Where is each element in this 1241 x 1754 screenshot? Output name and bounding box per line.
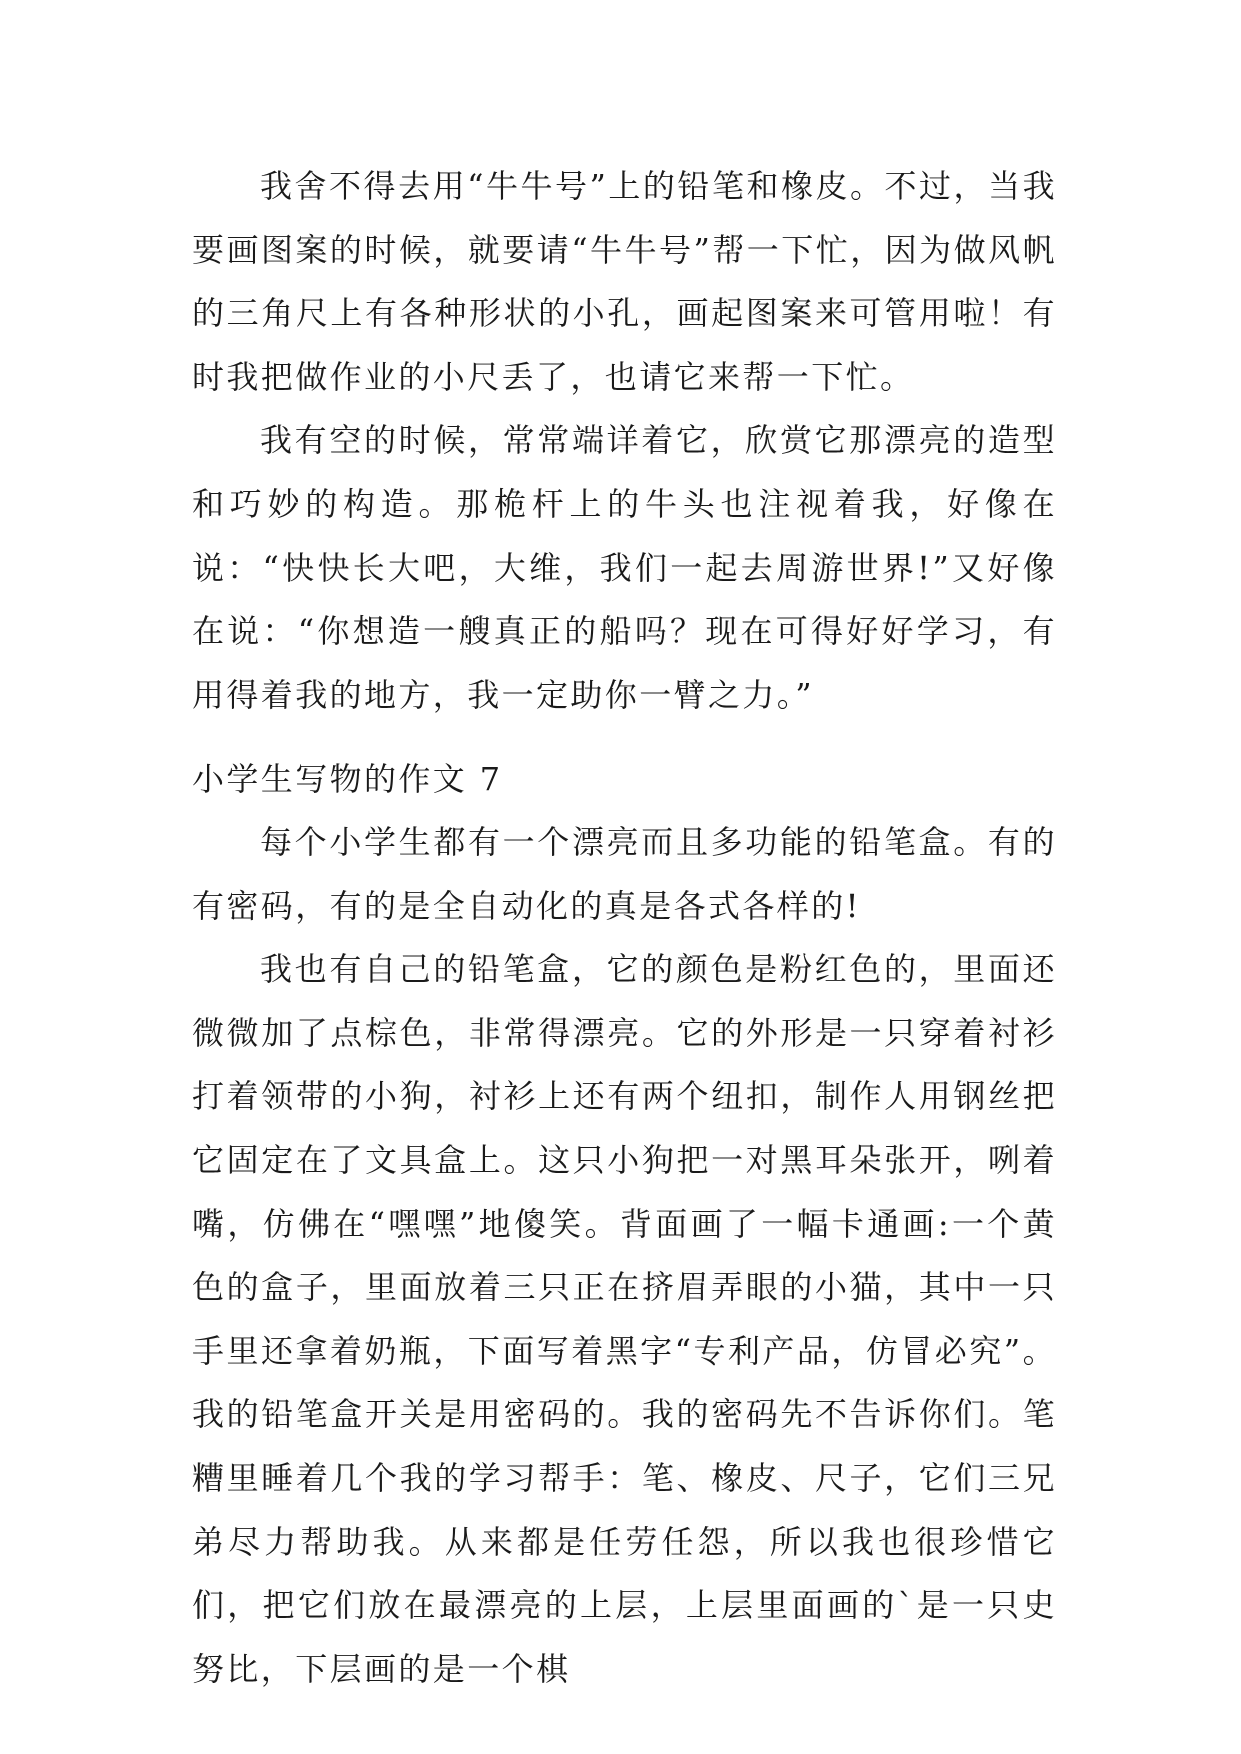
essay-section-bottom	[192, 811, 1057, 1701]
paragraph-pencil-box-description: 我也有自己的铅笔盒，它的颜色是粉红色的，里面还微微加了点棕色，非常得漂亮。它的外形是一只穿着衬衫打着领带的小狗，衬衫上还有两个纽扣，制作人用钢丝把它固定在了文具盒上。这只小狗把一对黑耳朵张开，咧着嘴，仿佛在“嘿嘿”地傻笑。背面画了一幅卡通画:一个黄色的盒子，里面放着三只正在挤眉弄眼的小猫，其中一只手里还拿着奶瓶，下面写着黑字“专利产品，仿冒必究”。我的铅笔盒开关是用密码的。我的密码先不告诉你们。笔糟里睡着几个我的学习帮手：笔、橡皮、尺子，它们三兄弟尽力帮助我。从来都是任劳任怨，所以我也很珍惜它们，把它们放在最漂亮的上层，上层里面画的`是一只史努比，下层画的是一个棋	[192, 950, 1057, 1688]
essay-heading: 小学生写物的作文 7	[192, 760, 503, 798]
paragraph-admiring-boat: 我有空的时候，常常端详着它，欣赏它那漂亮的造型和巧妙的构造。那桅杆上的牛头也注视着我，好像在说：“快快长大吧，大维，我们一起去周游世界!”又好像在说：“你想造一艘真正的船吗？现在可得好好学习，有用得着我的地方，我一定助你一臂之力。”	[192, 421, 1057, 714]
paragraph-pencil-usage: 我舍不得去用“牛牛号”上的铅笔和橡皮。不过，当我要画图案的时候，就要请“牛牛号”帮一下忙，因为做风帆的三角尺上有各种形状的小孔，画起图案来可管用啦！有时我把做作业的小尺丢了，也请它来帮一下忙。	[192, 167, 1057, 396]
paragraph-pencil-box-intro: 每个小学生都有一个漂亮而且多功能的铅笔盒。有的有密码，有的是全自动化的真是各式各样的!	[192, 823, 1057, 925]
essay-section-top	[192, 155, 1057, 727]
